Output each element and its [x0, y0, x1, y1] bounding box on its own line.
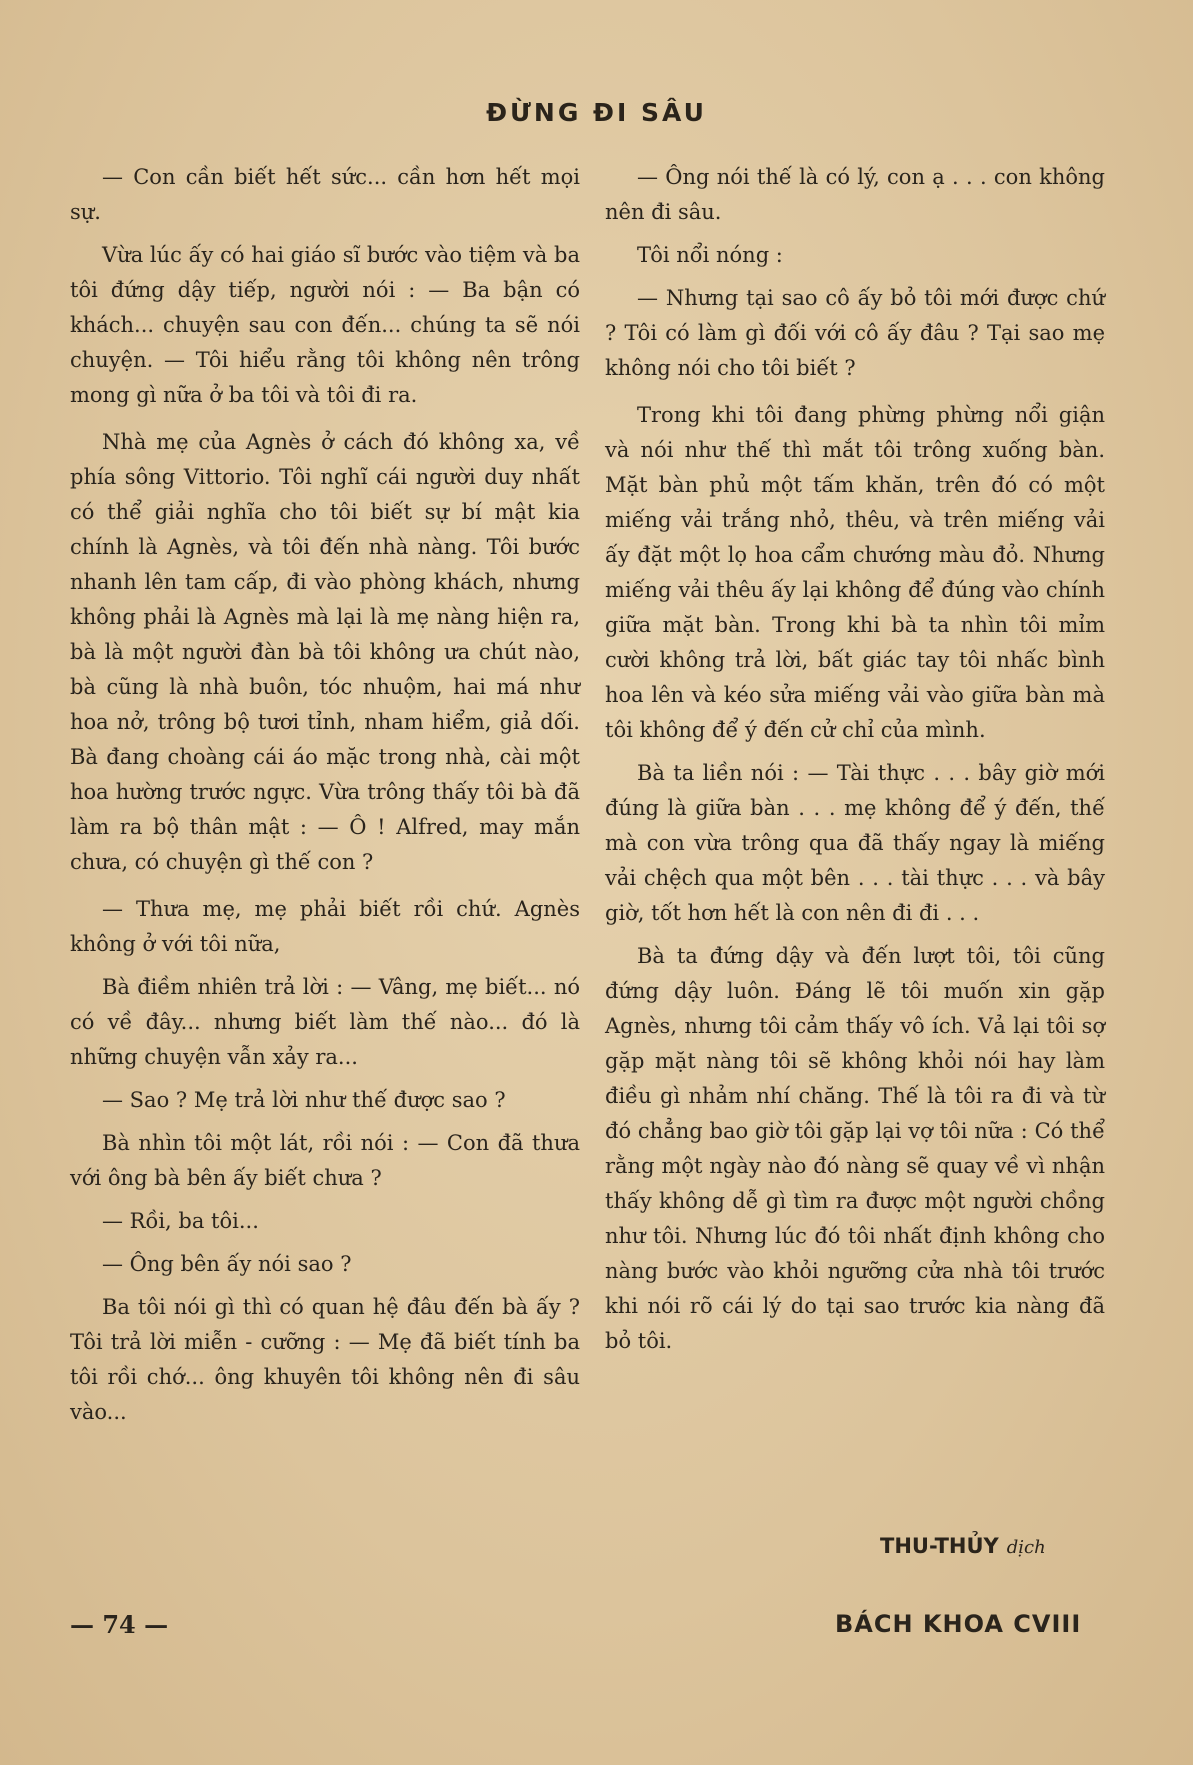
page-number: — 74 — [70, 1610, 169, 1639]
page-title: ĐỪNG ĐI SÂU [486, 98, 707, 127]
paragraph: — Thưa mẹ, mẹ phải biết rồi chứ. Agnès không ở với tôi nữa, [70, 897, 580, 956]
paragraph: Trong khi tôi đang phừng phừng nổi giận và nói như thế thì mắt tôi trông xuống bàn. Mặt bàn phủ một tấm khăn, trên đó có một miếng vải trắng nhỏ, thêu, và trên miếng vải ấy đặt một lọ hoa cẩm chướng màu đỏ. Nhưng miếng vải thêu ấy lại không để đúng vào chính giữa mặt bàn. Trong khi bà ta nhìn tôi mỉm cười không trả lời, bất giác tay tôi nhấc bình hoa lên và kéo sửa miếng vải vào giữa bàn mà tôi không để ý đến cử chỉ của mình. [605, 403, 1105, 742]
paragraph: Ba tôi nói gì thì có quan hệ đâu đến bà ấy ? Tôi trả lời miễn - cưỡng : — Mẹ đã biết tính ba tôi rồi chớ... ông khuyên tôi không nên đi sâu vào... [70, 1295, 580, 1424]
translator-role: dịch [1006, 1537, 1046, 1558]
paragraph: Bà ta đứng dậy và đến lượt tôi, tôi cũng đứng dậy luôn. Đáng lẽ tôi muốn xin gặp Agnès, nhưng tôi cảm thấy vô ích. Vả lại tôi sợ gặp mặt nàng tôi sẽ không khỏi nói hay làm điều gì nhảm nhí chăng. Thế là tôi ra đi và từ đó chẳng bao giờ tôi gặp lại vợ tôi nữa : Có thể rằng một ngày nào đó nàng sẽ quay về vì nhận thấy không dễ gì tìm ra được một người chồng như tôi. Nhưng lúc đó tôi nhất định không cho nàng bước vào khỏi ngưỡng cửa nhà tôi trước khi nói rõ cái lý do tại sao trước kia nàng đã bỏ tôi. [605, 944, 1105, 1353]
paragraph: — Rồi, ba tôi... [102, 1209, 259, 1233]
left-column [70, 160, 580, 1438]
paragraph: — Nhưng tại sao cô ấy bỏ tôi mới được chứ ? Tôi có làm gì đối với cô ấy đâu ? Tại sao mẹ không nói cho tôi biết ? [605, 286, 1105, 380]
paragraph: — Con cần biết hết sức... cần hơn hết mọi sự. [70, 165, 580, 224]
paragraph: Bà điềm nhiên trả lời : — Vâng, mẹ biết... nó có về đây... nhưng biết làm thế nào... đó là những chuyện vẫn xảy ra... [70, 975, 580, 1069]
paragraph: — Ông nói thế là có lý, con ạ . . . con không nên đi sâu. [605, 165, 1105, 224]
paragraph: Bà nhìn tôi một lát, rồi nói : — Con đã thưa với ông bà bên ấy biết chưa ? [70, 1131, 580, 1190]
paragraph: Nhà mẹ của Agnès ở cách đó không xa, về phía sông Vittorio. Tôi nghĩ cái người duy nhất có thể giải nghĩa cho tôi biết sự bí mật kia chính là Agnès, và tôi đến nhà nàng. Tôi bước nhanh lên tam cấp, đi vào phòng khách, nhưng không phải là Agnès mà lại là mẹ nàng hiện ra, bà là một người đàn bà tôi không ưa chút nào, bà cũng là nhà buôn, tóc nhuộm, hai má như hoa nở, trông bộ tươi tỉnh, nham hiểm, giả dối. Bà đang choàng cái áo mặc trong nhà, cài một hoa hường trước ngực. Vừa trông thấy tôi bà đã làm ra bộ thân mật : — Ô ! Alfred, may mắn chưa, có chuyện gì thế con ? [70, 430, 580, 874]
paragraph: Vừa lúc ấy có hai giáo sĩ bước vào tiệm và ba tôi đứng dậy tiếp, người nói : — Ba bận có khách... chuyện sau con đến... chúng ta sẽ nói chuyện. — Tôi hiểu rằng tôi không nên trông mong gì nữa ở ba tôi và tôi đi ra. [70, 243, 580, 407]
translator-name: THU-THỦY [880, 1534, 999, 1558]
paragraph: Bà ta liền nói : — Tài thực . . . bây giờ mới đúng là giữa bàn . . . mẹ không để ý đến, thế mà con vừa trông qua đã thấy ngay là miếng vải chệch qua một bên . . . tài thực . . . và bây giờ, tốt hơn hết là con nên đi đi . . . [605, 761, 1105, 925]
paragraph: — Ông bên ấy nói sao ? [102, 1252, 352, 1276]
paragraph: Tôi nổi nóng : [637, 243, 783, 267]
paragraph: — Sao ? Mẹ trả lời như thế được sao ? [102, 1088, 506, 1112]
translator-byline [880, 1534, 1120, 1558]
magazine-name: BÁCH KHOA CVIII [835, 1610, 1082, 1638]
right-column [605, 160, 1105, 1367]
